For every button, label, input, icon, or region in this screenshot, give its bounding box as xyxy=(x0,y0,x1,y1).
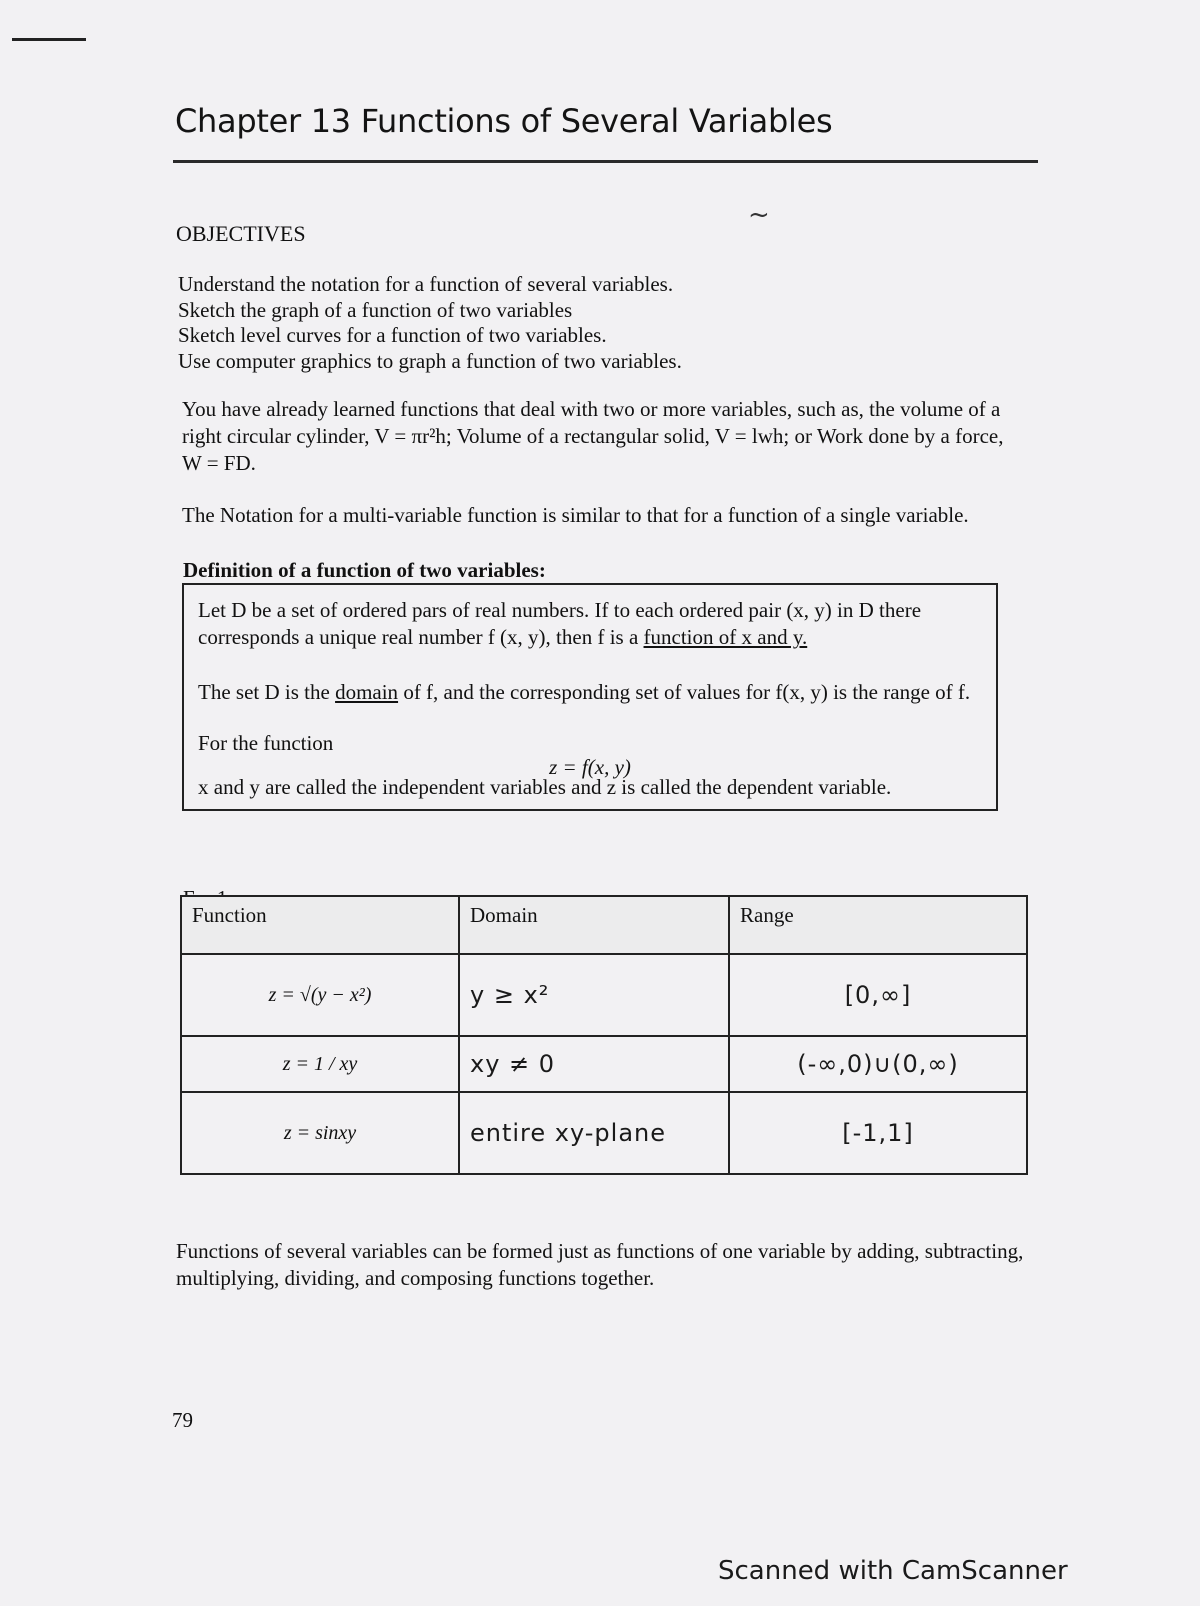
definition-text: of f, and the corresponding set of values for f(x, y) is the range of f. xyxy=(398,680,971,704)
objectives-heading: OBJECTIVES xyxy=(176,221,306,246)
function-of-x-and-y-underlined: function of x and y. xyxy=(643,625,808,649)
page-number: 79 xyxy=(172,1408,193,1432)
domain-cell: xy ≠ 0 xyxy=(459,1036,729,1092)
header-range: Range xyxy=(729,896,1027,954)
objective-item: Sketch level curves for a function of two variables. xyxy=(178,323,607,347)
definition-paragraph-3: For the function xyxy=(198,731,334,755)
domain-underlined: domain xyxy=(335,680,399,704)
range-cell: (-∞,0)∪(0,∞) xyxy=(729,1036,1027,1092)
table-header-row xyxy=(181,896,1027,954)
table-row xyxy=(181,954,1027,1036)
function-cell: z = √(y − x²) xyxy=(181,954,459,1036)
domain-cell: entire xy-plane xyxy=(459,1092,729,1174)
chapter-title: Chapter 13 Functions of Several Variables xyxy=(175,102,833,140)
function-cell: z = sinxy xyxy=(181,1092,459,1174)
closing-paragraph: Functions of several variables can be formed just as functions of one variable by adding, subtracting, multiplying, dividing, and composing functions together. xyxy=(176,1239,1024,1290)
definition-text: Let D be a set of ordered pars of real numbers. If to each ordered pair (x, y) in D there corresponds a unique real number f (x, y), then f is a xyxy=(198,598,922,649)
header-function: Function xyxy=(181,896,459,954)
definition-equation: z = f(x, y) xyxy=(549,755,631,779)
objectives-list xyxy=(178,272,682,374)
header-domain: Domain xyxy=(459,896,729,954)
range-cell: [-1,1] xyxy=(729,1092,1027,1174)
definition-paragraph-2 xyxy=(198,680,970,705)
definition-paragraph-1 xyxy=(198,597,988,651)
corner-pen-mark xyxy=(12,38,86,41)
title-rule xyxy=(173,160,1038,163)
definition-text: The set D is the xyxy=(198,680,336,704)
table-row xyxy=(181,1036,1027,1092)
objective-item: Sketch the graph of a function of two variables xyxy=(178,297,573,322)
definition-heading: Definition of a function of two variables: xyxy=(183,558,546,582)
objective-item: Use computer graphics to graph a function of two variables. xyxy=(178,348,682,373)
definition-box xyxy=(182,583,998,811)
intro-paragraph: You have already learned functions that deal with two or more variables, such as, the volume of a right circular cylinder, V = πr²h; Volume of a rectangular solid, V = lwh; or Work done by a force, W = FD. xyxy=(182,397,1004,475)
notation-paragraph: The Notation for a multi-variable function is similar to that for a function of a single variable. xyxy=(182,503,969,527)
definition-paragraph-4: x and y are called the independent variables and z is called the dependent variable. xyxy=(198,775,892,799)
margin-squiggle: ~ xyxy=(748,200,770,230)
objective-item: Understand the notation for a function of several variables. xyxy=(178,272,674,296)
domain-cell: y ≥ x² xyxy=(459,954,729,1036)
range-cell: [0,∞] xyxy=(729,954,1027,1036)
example-table xyxy=(180,895,1028,1175)
function-cell: z = 1 / xy xyxy=(181,1036,459,1092)
camscanner-watermark: Scanned with CamScanner xyxy=(718,1556,1068,1586)
table-row xyxy=(181,1092,1027,1174)
